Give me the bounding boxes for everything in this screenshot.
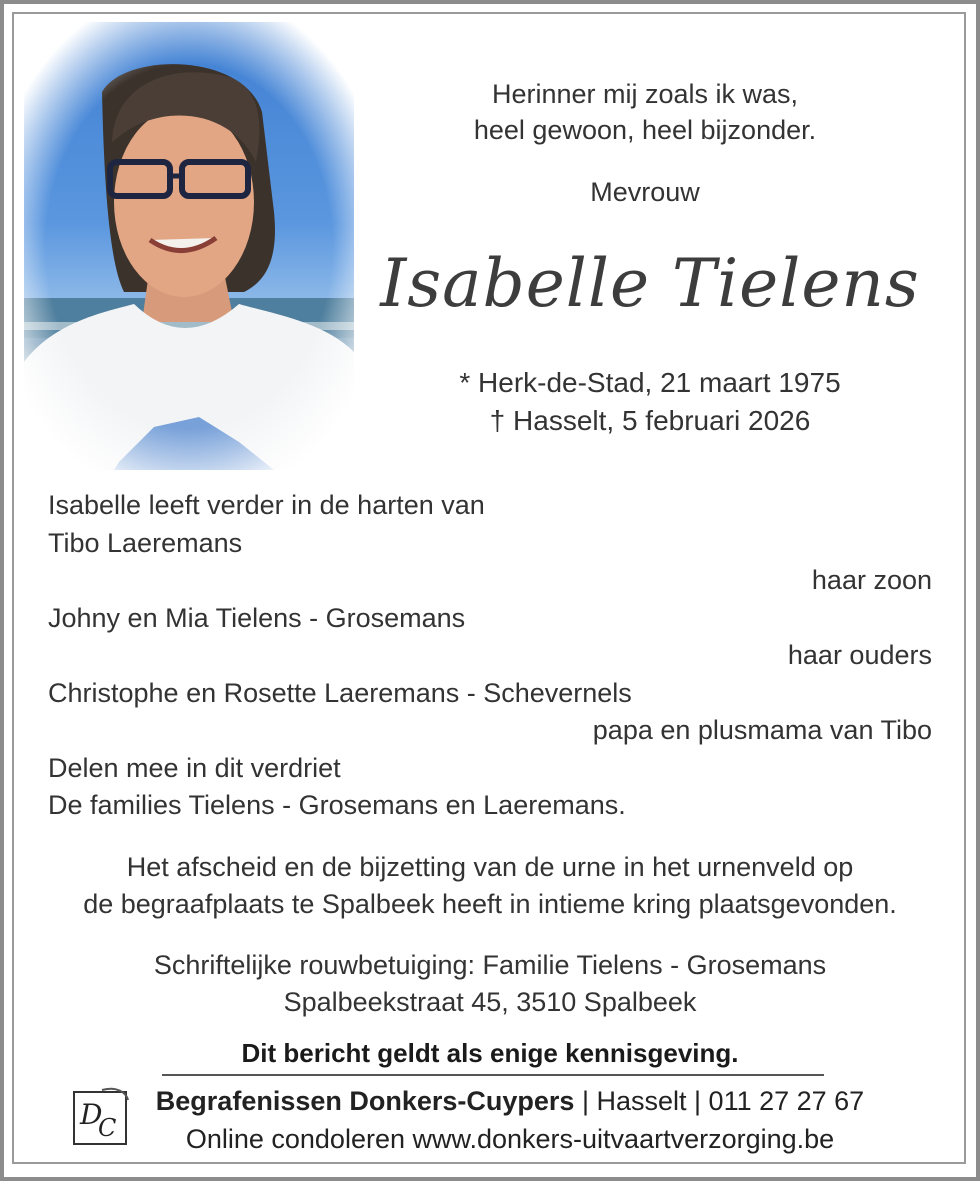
- portrait-photo: [24, 22, 354, 470]
- death-date: † Hasselt, 5 februari 2026: [489, 405, 811, 436]
- separator: |: [574, 1086, 597, 1116]
- separator: |: [686, 1086, 709, 1116]
- funeral-home-phone: 011 27 27 67: [708, 1086, 865, 1116]
- motto: [360, 76, 930, 148]
- family-entry-relation: haar zoon: [811, 565, 932, 595]
- deceased-name: Isabelle Tielens: [380, 245, 920, 322]
- funeral-home-city: Hasselt: [596, 1086, 687, 1116]
- family-intro: Isabelle leeft verder in de harten van: [48, 490, 485, 520]
- condolence-address: [40, 947, 940, 1021]
- funeral-home-line: [110, 1083, 910, 1120]
- dates: [360, 364, 940, 440]
- family-entry-relation: haar ouders: [787, 640, 932, 670]
- birth-date: * Herk-de-Stad, 21 maart 1975: [459, 367, 841, 398]
- family-entry-relation: papa en plusmama van Tibo: [592, 715, 932, 745]
- ceremony-line-2: de begraafplaats te Spalbeek heeft in intieme kring plaatsgevonden.: [83, 889, 897, 919]
- svg-text:D: D: [80, 1098, 103, 1131]
- family-closing-2: De families Tielens - Grosemans en Laeremans.: [48, 790, 626, 820]
- online-condolence-link[interactable]: Online condoleren www.donkers-uitvaartverzorging.be: [185, 1124, 835, 1154]
- family-entry-name: Johny en Mia Tielens - Grosemans: [48, 603, 466, 633]
- family-closing-1: Delen mee in dit verdriet: [48, 753, 341, 783]
- ceremony-text: [40, 849, 940, 923]
- title-word: Mevrouw: [590, 177, 700, 207]
- ceremony-line-1: Het afscheid en de bijzetting van de urne in het urnenveld op: [126, 852, 854, 882]
- family-entry-name: Christophe en Rosette Laeremans - Schevernels: [48, 678, 632, 708]
- motto-line-1: Herinner mij zoals ik was,: [491, 79, 799, 109]
- svg-text:C: C: [98, 1114, 117, 1142]
- address-line-2: Spalbeekstraat 45, 3510 Spalbeek: [283, 987, 697, 1017]
- notice-text: Dit bericht geldt als enige kennisgeving.: [241, 1038, 739, 1068]
- notice-divider: [162, 1074, 824, 1076]
- address-line-1: Schriftelijke rouwbetuiging: Familie Tielens - Grosemans: [153, 950, 827, 980]
- family-entry-name: Tibo Laeremans: [48, 528, 243, 558]
- funeral-home-name: Begrafenissen Donkers-Cuypers: [155, 1086, 575, 1116]
- motto-line-2: heel gewoon, heel bijzonder.: [473, 115, 817, 145]
